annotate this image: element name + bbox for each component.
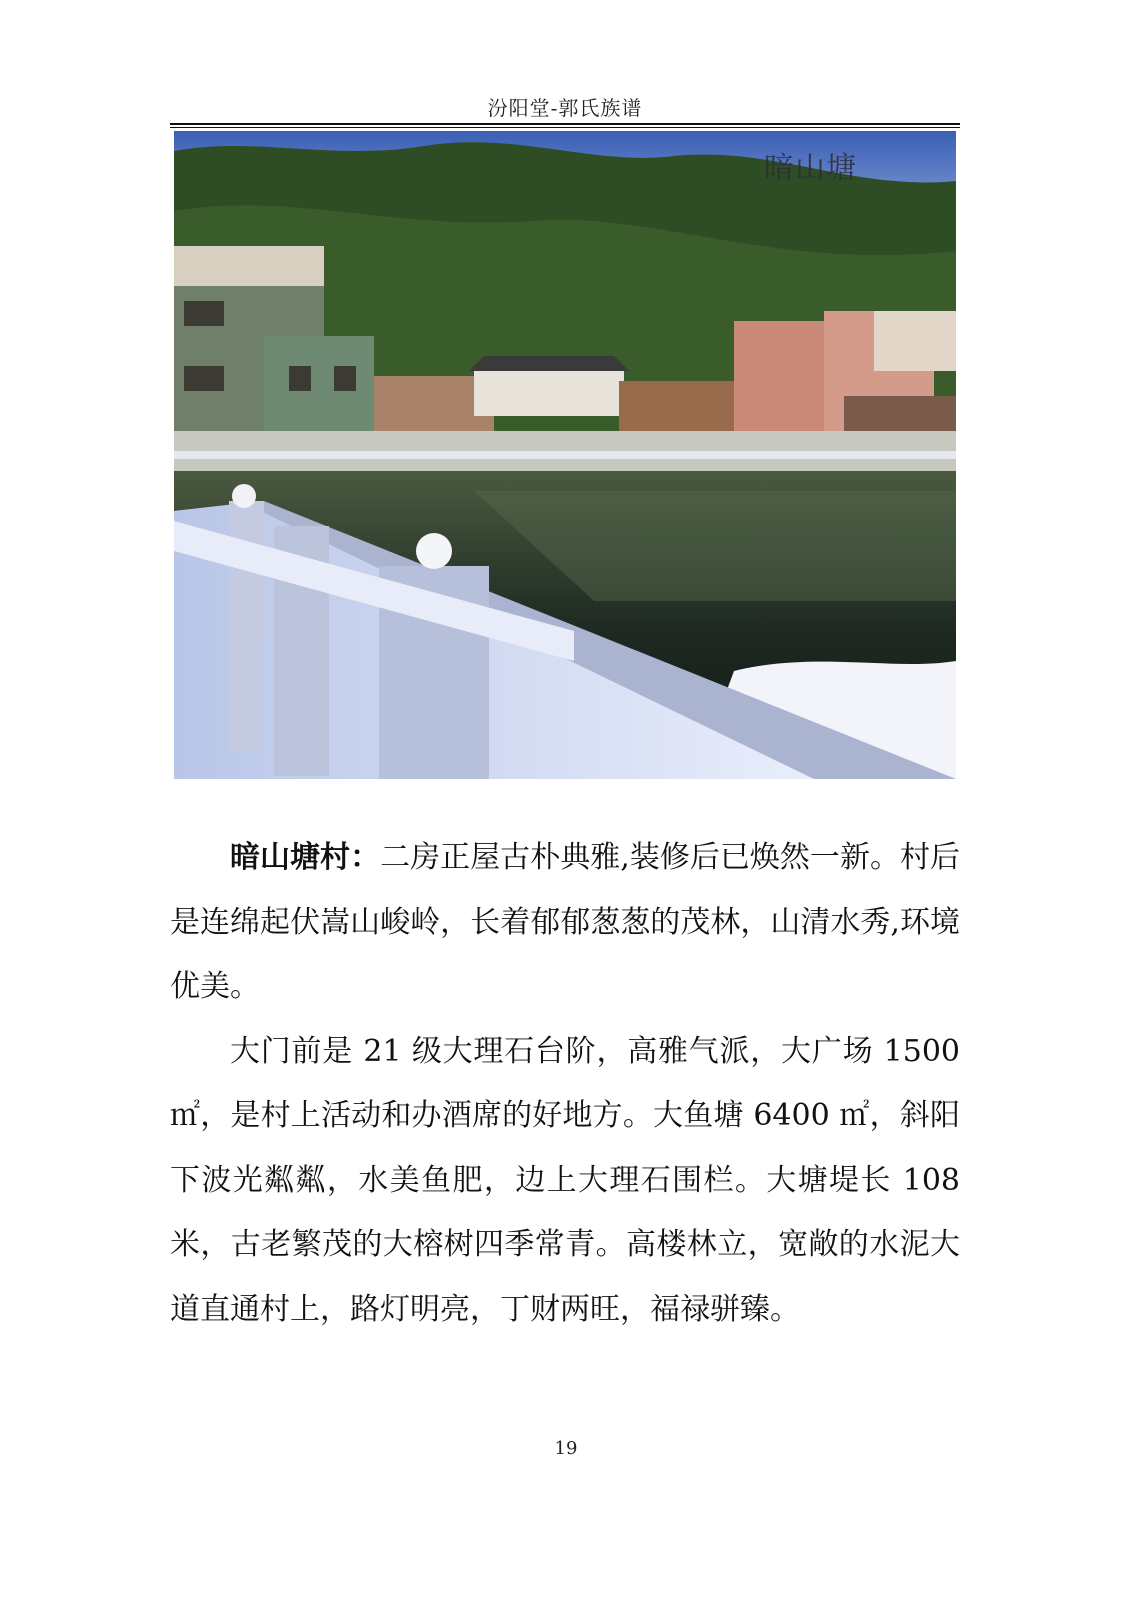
photo-caption: 暗山塘 (764, 151, 857, 186)
village-photo (174, 131, 956, 779)
paragraph-2: 大门前是 21 级大理石台阶，高雅气派，大广场 1500 ㎡，是村上活动和办酒席的好地方。大鱼塘 6400 ㎡，斜阳下波光粼粼，水美鱼肥，边上大理石围栏。大塘堤长 108 米，古老繁茂的大榕树四季常青。高楼林立，宽敞的水泥大道直通村上，路灯明亮，丁财两旺，福禄骈臻。 (170, 1033, 960, 1327)
paragraph-1-text: 二房正屋古朴典雅,装修后已焕然一新。村后是连绵起伏嵩山峻岭，长着郁郁葱葱的茂林，山清水秀,环境优美。 (170, 840, 961, 1004)
header-rule (170, 123, 960, 128)
photo-illustration (174, 131, 956, 779)
paragraph-1 (170, 826, 960, 1020)
page-number: 19 (554, 1438, 578, 1459)
running-header: 汾阳堂-郭氏族谱 (487, 96, 643, 120)
village-name: 暗山塘村： (230, 840, 381, 875)
body-text (170, 826, 960, 1342)
